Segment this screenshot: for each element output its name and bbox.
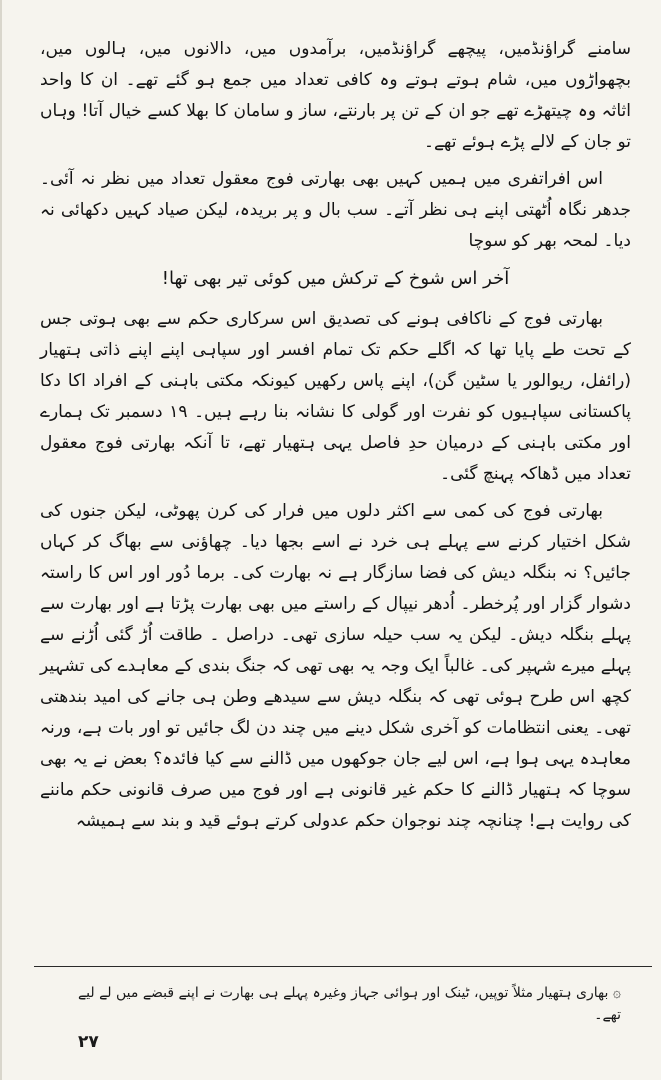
verse-line: آخر اس شوخ کے ترکش میں کوئی تیر بھی تھا! <box>161 268 510 289</box>
footnote-divider <box>34 966 652 967</box>
paragraph-2: اس افراتفری میں ہمیں کہیں بھی بھارتی فوج معقول تعداد میں نظر نہ آئی۔ جدھر نگاہ اُٹھتی اپنے ہی نظر آتے۔ سب بال و پر بریدہ، لیکن صیاد کہیں دکھائی نہ دیا۔ لمحہ بھر کو سوچا <box>40 169 631 251</box>
footnote: ۞ بھاری ہتھیار مثلاً توپیں، ٹینک اور ہوائی جہاز وغیرہ پہلے ہی بھارت نے اپنے قبضے میں لے لیے تھے۔ <box>77 985 621 1023</box>
body-text <box>40 34 631 843</box>
paragraph-1: سامنے گراؤنڈمیں، پیچھے گراؤنڈمیں، برآمدوں میں، دالانوں میں، ہالوں میں، بچھواڑوں میں، شام ہوتے ہوتے وہ کافی تعداد میں جمع ہو گئے تھے۔ ان کا واحد اثاثہ وہ چیتھڑے تھے جو ان کے تن پر بارنتے، ساز و سامان کا بھلا کسے خیال آتا! وہاں تو جان کے لالے پڑے ہوئے تھے۔ <box>40 39 631 152</box>
paragraph-4: بھارتی فوج کی کمی سے اکثر دلوں میں فرار کی کرن پھوٹی، لیکن جنوں کی شکل اختیار کرنے سے پہلے ہی خرد نے اسے بجھا دیا۔ چھاؤنی سے بھاگ کر کہاں جائیں؟ نہ بنگلہ دیش کی فضا سازگار ہے نہ بھارت کی۔ برما دُور اور اس کا راستہ دشوار گزار اور پُرخطر۔ اُدھر نیپال کے راستے میں بھی بھارت پڑتا ہے اور بھارت سے پہلے بنگلہ دیش۔ لیکن یہ سب حیلہ سازی تھی۔ دراصل ۔ طاقت اُڑ گئی اُڑنے سے پہلے میرے شہپر کی۔ غالباً ایک وجہ یہ بھی تھی کہ جنگ بندی کے معاہدے کی تشہیر کچھ اس طرح ہوئی تھی کہ بنگلہ دیش سے سیدھے وطن ہی جانے کی امید بندھتی تھی۔ یعنی انتظامات کو آخری شکل دینے میں چند دن لگ جائیں تو اور بات ہے، ورنہ معاہدہ یہی ہوا ہے، اس لیے جان جوکھوں میں ڈالنے سے کیا فائدہ؟ بعض نے یہ بھی سوچا کہ ہتھیار ڈالنے کا حکم غیر قانونی ہے اور فوج میں صرف قانونی حکم ماننے کی روایت ہے! چنانچہ چند نوجوان حکم عدولی کرتے ہوئے قید و بند سے ہمیشہ <box>40 501 631 831</box>
page-number: ۲۷ <box>78 1032 99 1052</box>
paragraph-3: بھارتی فوج کے ناکافی ہونے کی تصدیق اس سرکاری حکم سے بھی ہوتی جس کے تحت طے پایا تھا کہ اگلے حکم تک تمام افسر اور سپاہی اپنے اپنے ذاتی ہتھیار (رائفل، ریوالور یا سٹین گن)، اپنے پاس رکھیں کیونکہ مکتی باہنی کے افراد اکا دکا پاکستانی سپاہیوں کو نفرت اور گولی کا نشانہ بنا رہے ہیں۔ ۱۹ دسمبر تک ہمارے اور مکتی باہنی کے درمیان حدِ فاصل یہی ہتھیار تھے، تا آنکہ بھارتی فوج معقول تعداد میں ڈھاکہ پہنچ گئی۔ <box>40 309 632 484</box>
